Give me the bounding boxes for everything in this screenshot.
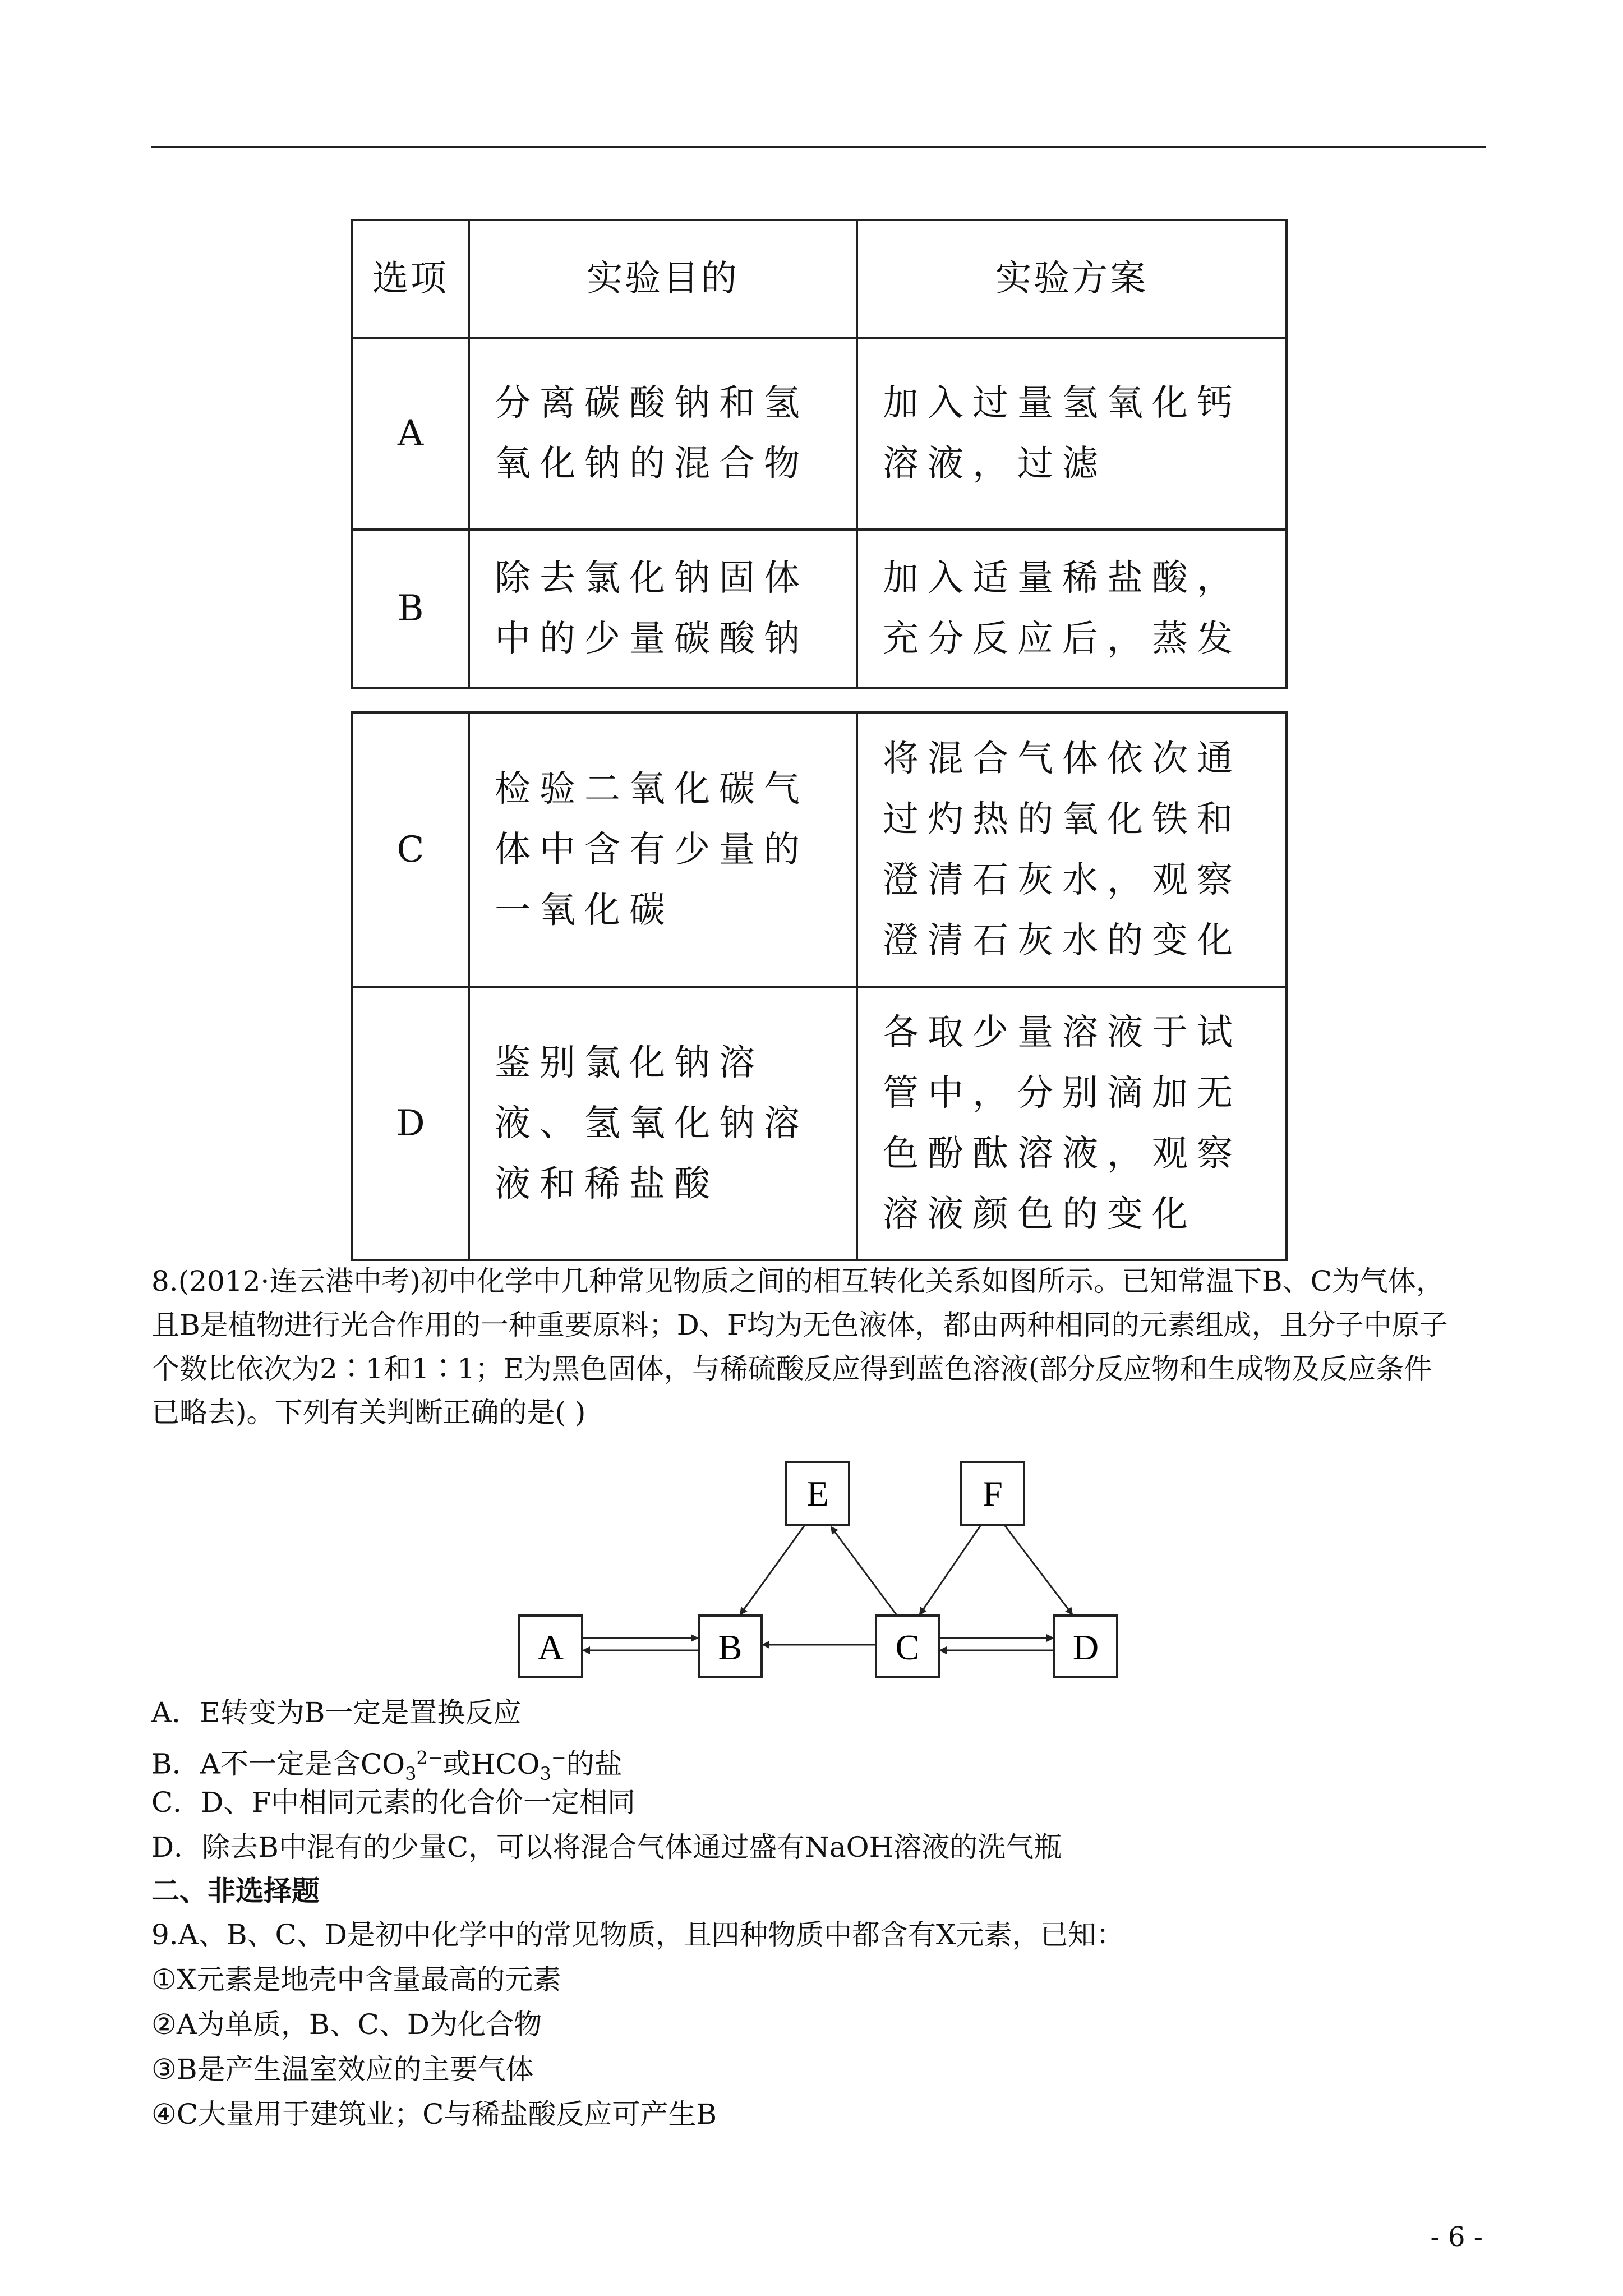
question-9-item: ②A为单质，B、C、D为化合物 (151, 2008, 542, 2041)
experiment-table-part1 (351, 219, 1288, 689)
question-8-line: 个数比依次为2∶1和1∶1；E为黑色固体，与稀硫酸反应得到蓝色溶液(部分反应物和生成物及反应条件 (151, 1352, 1432, 1385)
row-option: D (352, 987, 469, 1260)
row-plan: 加入适量稀盐酸，充分反应后，蒸发 (857, 530, 1287, 688)
question-8-line: 且B是植物进行光合作用的一种重要原料；D、F均为无色液体，都由两种相同的元素组成，且分子中原子 (151, 1309, 1448, 1341)
table-row (352, 530, 1287, 688)
node-box-a (519, 1616, 582, 1677)
question-8-line: 8.(2012·连云港中考)初中化学中几种常见物质之间的相互转化关系如图所示。已知常温下B、C为气体， (151, 1265, 1444, 1297)
node-box-f (961, 1462, 1024, 1525)
option-b-suffix: 的盐 (566, 1747, 623, 1780)
option-b-prefix: B．A不一定是含 (151, 1747, 361, 1780)
node-e-label: E (806, 1474, 829, 1513)
arrow-c-to-e (831, 1527, 896, 1614)
option-c: C．D、F中相同元素的化合价一定相同 (151, 1786, 636, 1819)
row-option: A (352, 338, 469, 530)
node-b-label: B (718, 1627, 743, 1667)
question-8-line: 已略去)。下列有关判断正确的是( ) (151, 1396, 586, 1429)
arrow-e-to-b (740, 1526, 804, 1614)
row-purpose: 鉴别氯化钠溶液、氢氧化钠溶液和稀盐酸 (469, 987, 857, 1260)
node-box-d (1054, 1616, 1117, 1677)
page-number: - 6 - (1430, 2221, 1483, 2253)
header-rule (151, 146, 1486, 148)
table-header-row (352, 220, 1287, 338)
experiment-table-part2 (351, 711, 1288, 1261)
table-row (352, 338, 1287, 530)
node-f-label: F (983, 1474, 1003, 1513)
question-9-item: ①X元素是地壳中含量最高的元素 (151, 1963, 561, 1996)
option-b-or: 或 (442, 1747, 471, 1780)
question-9-intro: 9.A、B、C、D是初中化学中的常见物质，且四种物质中都含有X元素，已知： (151, 1918, 1124, 1951)
node-a-label: A (537, 1627, 564, 1667)
question-9-item: ③B是产生温室效应的主要气体 (151, 2053, 534, 2086)
row-purpose: 检验二氧化碳气体中含有少量的一氧化碳 (469, 712, 857, 987)
header-plan: 实验方案 (857, 220, 1287, 338)
option-d: D．除去B中混有的少量C，可以将混合气体通过盛有NaOH溶液的洗气瓶 (151, 1831, 1062, 1864)
row-option: B (352, 530, 469, 688)
arrow-f-to-c (920, 1526, 980, 1614)
row-plan: 加入过量氢氧化钙溶液，过滤 (857, 338, 1287, 530)
row-plan: 将混合气体依次通过灼热的氧化铁和澄清石灰水，观察澄清石灰水的变化 (857, 712, 1287, 987)
question-8-stem (151, 1259, 1492, 1434)
question-9-item: ④C大量用于建筑业；C与稀盐酸反应可产生B (151, 2098, 717, 2131)
table-row (352, 712, 1287, 987)
arrow-f-to-d (1005, 1526, 1072, 1614)
node-box-b (699, 1616, 762, 1677)
conversion-diagram (505, 1453, 1133, 1688)
bicarbonate-formula: $HCO_3^-$ (471, 1747, 566, 1784)
node-box-c (876, 1616, 939, 1677)
row-option: C (352, 712, 469, 987)
node-c-label: C (895, 1627, 920, 1667)
node-d-label: D (1072, 1627, 1099, 1667)
header-purpose: 实验目的 (469, 220, 857, 338)
header-option: 选项 (352, 220, 469, 338)
table-row (352, 987, 1287, 1260)
node-box-e (786, 1462, 849, 1525)
carbonate-formula: $CO_3^{2-}$ (360, 1747, 443, 1784)
row-purpose: 分离碳酸钠和氢氧化钠的混合物 (469, 338, 857, 530)
row-plan: 各取少量溶液于试管中，分别滴加无色酚酞溶液，观察溶液颜色的变化 (857, 987, 1287, 1260)
option-a: A．E转变为B一定是置换反应 (151, 1696, 522, 1729)
section-title: 二、非选择题 (151, 1874, 320, 1907)
row-purpose: 除去氯化钠固体中的少量碳酸钠 (469, 530, 857, 688)
